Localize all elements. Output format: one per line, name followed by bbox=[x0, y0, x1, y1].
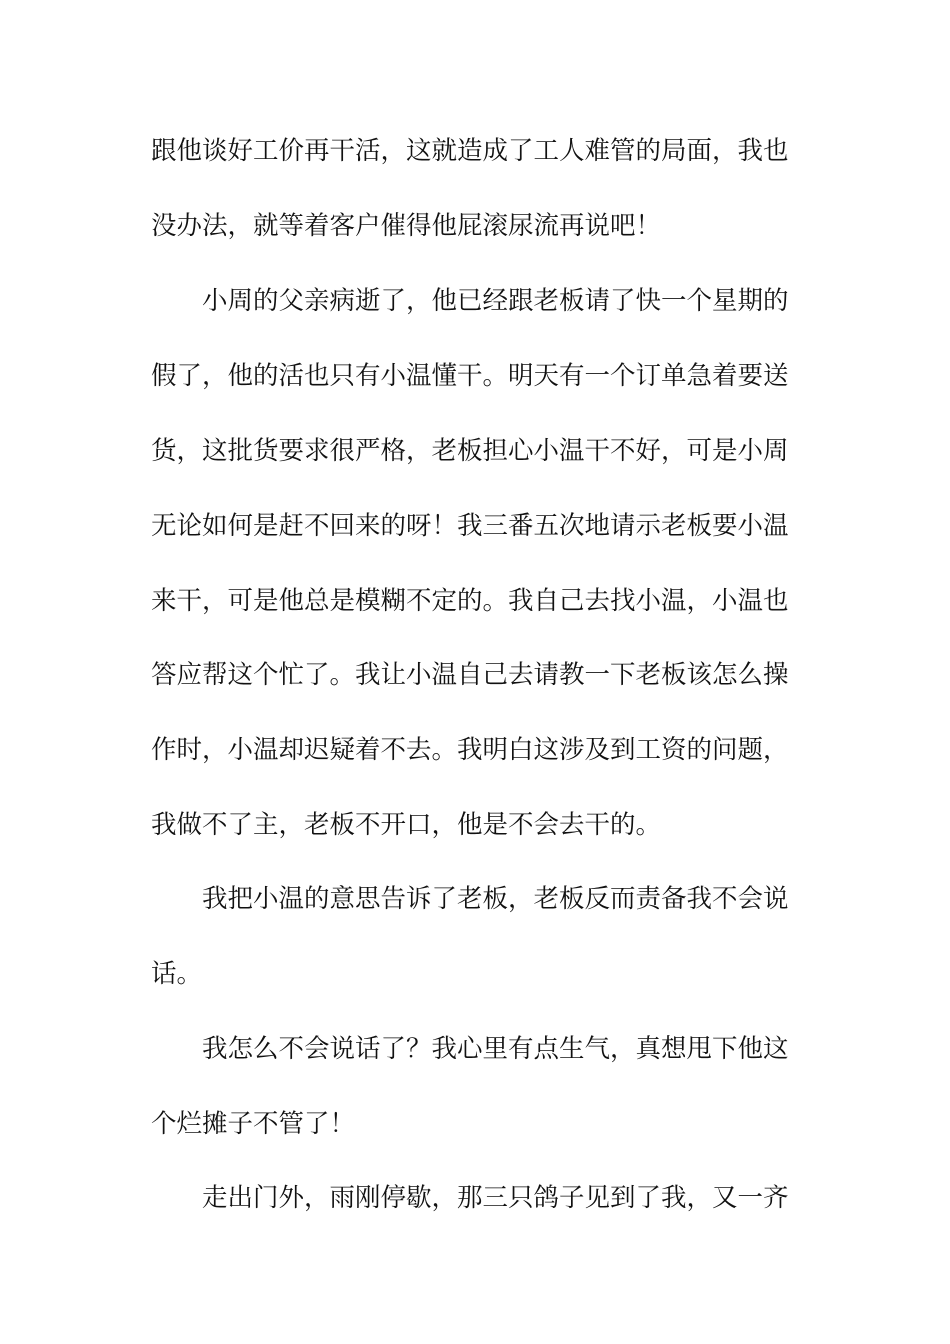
paragraph-first-line: 小周的父亲病逝了，他已经跟老板请了快一个星期的 bbox=[202, 286, 789, 316]
text-line: 假了，他的活也只有小温懂干。明天有一个订单急着要送 bbox=[151, 361, 789, 391]
text-line: 没办法，就等着客户催得他屁滚尿流再说吧！ bbox=[151, 211, 662, 241]
text-line: 话。 bbox=[151, 959, 203, 989]
text-line: 答应帮这个忙了。我让小温自己去请教一下老板该怎么操 bbox=[151, 660, 789, 690]
text-line: 来干，可是他总是模糊不定的。我自己去找小温，小温也 bbox=[151, 586, 789, 616]
text-line: 作时，小温却迟疑着不去。我明白这涉及到工资的问题， bbox=[151, 735, 789, 765]
text-line: 无论如何是赶不回来的呀！我三番五次地请示老板要小温 bbox=[151, 511, 789, 541]
paragraph-first-line: 我把小温的意思告诉了老板，老板反而责备我不会说 bbox=[202, 884, 789, 914]
text-line: 我做不了主，老板不开口，他是不会去干的。 bbox=[151, 810, 662, 840]
text-line: 个烂摊子不管了！ bbox=[151, 1109, 356, 1139]
paragraph-first-line: 走出门外，雨刚停歇，那三只鸽子见到了我，又一齐 bbox=[202, 1183, 789, 1213]
paragraph-first-line: 我怎么不会说话了？我心里有点生气，真想甩下他这 bbox=[202, 1034, 789, 1064]
text-line: 货，这批货要求很严格，老板担心小温干不好，可是小周 bbox=[151, 436, 789, 466]
text-line: 跟他谈好工价再干活，这就造成了工人难管的局面，我也 bbox=[151, 136, 789, 166]
